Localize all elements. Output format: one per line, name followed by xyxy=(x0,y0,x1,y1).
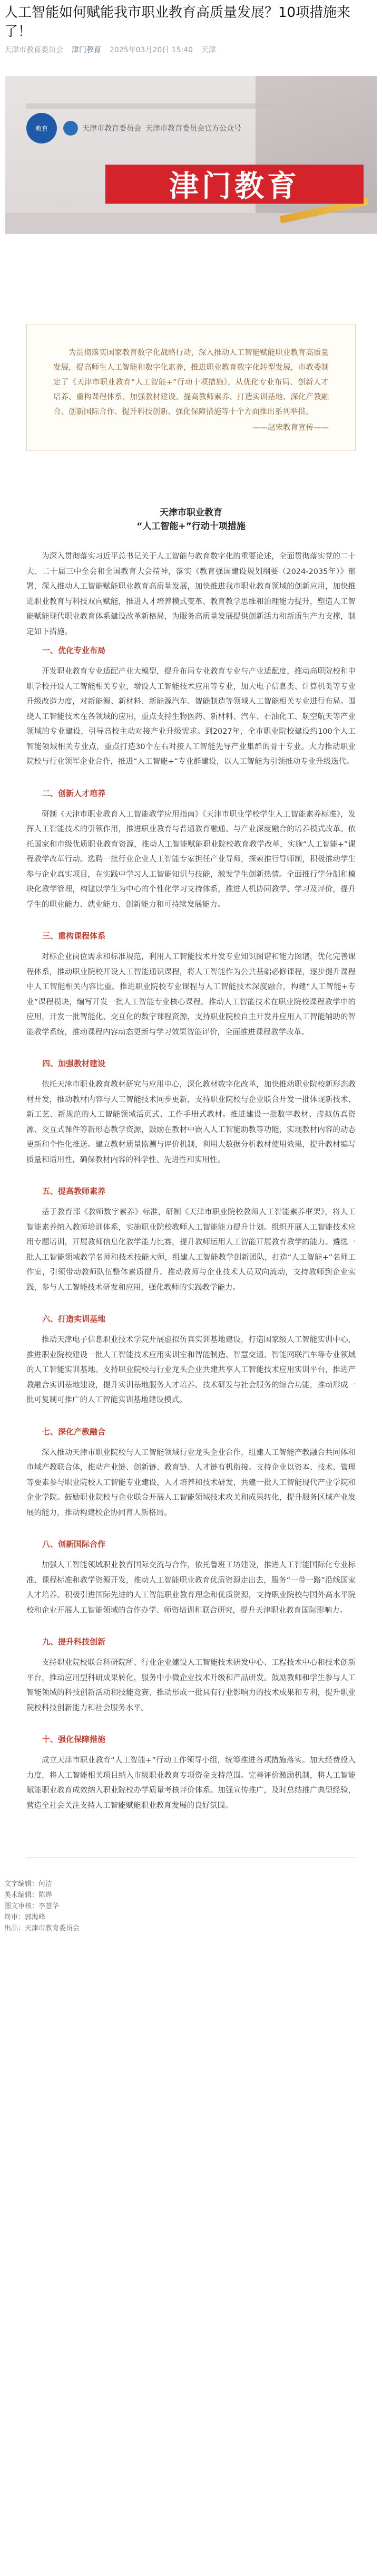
intro-paragraph: 为贯彻落实国家教育数字化战略行动，深入推动人工智能赋能职业教育高质量发展，提高师生人工智能和数字化素养，推进职业教育数字化转型发展，市教委制定了《天津市职业教育“人工智能+”行动十项措施》，从优化专业布局、创新人才培养、重构课程体系、加强教材建设、提高教师素养、打造实训基地、深化产教融合、创新国际合作、提升科技创新、强化保障措施等十个方面推出系列举措。 xyxy=(53,349,329,416)
section-title: 四、加强教材建设 xyxy=(42,1059,106,1068)
commission-logo-icon xyxy=(63,121,78,136)
article-title: 人工智能如何赋能我市职业教育高质量发展？10项措施来了！ xyxy=(4,5,351,40)
section-title: 十、强化保障措施 xyxy=(42,1735,106,1744)
article-header xyxy=(0,0,382,60)
section-text: 深入推动天津市职业院校与人工智能领域行业龙头企业合作，组建人工智能产教融合共同体和市域产教联合体，推动产业链、创新链、教育链、人才链有机衔接。支持企业以资本、技术、管理等要素参与职业院校人工智能专业建设、人才培养和技术研发，共建一批人工智能现代产业学院和企业学院。鼓励职业院校与企业联合开展人工智能领域技术攻关和成果转化，提升服务区域产业发展的能力，推动构建校企协同育人新格局。 xyxy=(26,1448,356,1517)
education-logo-icon: 教育 xyxy=(26,113,57,143)
preface-paragraph: 为深入贯彻落实习近平总书记关于人工智能与教育数字化的重要论述，全面贯彻落实党的二十大、二十届三中全会和全国教育大会精神，落实《教育强国建设规划纲要（2024-2035年）》部署，深入推动人工智能赋能职业教育高质量发展，加快推进我市职业教育领域的创新应用，加快推进职业教育与科技双向赋能，推进人才培养模式变革、教育教学思维和治理能力提升，塑造人工智能赋能现代职业教育体系建设改革新格局，为服务高质量发展提供创新活力和新质生产力支撑，制定如下措施。 xyxy=(26,552,356,636)
banner-image xyxy=(5,76,377,234)
banner-brand: 津门教育 xyxy=(105,165,364,204)
section-title: 九、提升科技创新 xyxy=(42,1637,106,1646)
article-footer xyxy=(4,1879,378,1934)
footer-final-review: 终审：郭海峰 xyxy=(4,1913,46,1921)
section-title: 七、深化产教融合 xyxy=(42,1426,106,1437)
section-text: 开发职业教育专业适配产业大模型，提升布局专业教育专业与产业适配度，推动高职院校和中职学校开设人工智能相关专业，增设人工智能技术应用等专业，加大电子信息类、计算机类等专业升级改造力度，对新能源、新材料、新能源汽车、智能制造等领域人工智能相关专业进行布局。围绕人工智能技术在各领域的应用，重点支持生物医药、新材料、汽车、石油化工、航空航天等产业领域的专业建设，引导高校主动对接产业升级需求。到2027年，全市职业院校建设约100个人工智能领域相关专业点，重点打造30个左右对接人工智能先导产业集群的骨干专业。大力推动职业院校与行业领军企业合作，推进“人工智能+”专业群建设，以人工智能为引领推动专业升级迭代。 xyxy=(26,667,356,766)
footer-producer: 出品：天津市教育委员会 xyxy=(4,1924,80,1932)
article-meta xyxy=(4,44,378,55)
section-text: 成立天津市职业教育“人工智能+”行动工作领导小组，统筹推进各项措施落实。加大经费投入力度，将人工智能相关项目纳入市级职业教育专项资金支持范围。完善评价激励机制，将人工智能赋能职业教育成效纳入职业院校办学质量考核评价体系。加强宣传推广，及时总结推广典型经验，营造全社会关注支持人工智能赋能职业教育发展的良好氛围。 xyxy=(26,1756,356,1810)
section-title: 一、优化专业布局 xyxy=(42,646,106,655)
banner-deco xyxy=(5,213,377,234)
intro-box xyxy=(26,324,356,451)
intro-editor: ——赵宋教育宣传—— xyxy=(252,424,329,432)
section-title: 六、打造实训基地 xyxy=(42,1314,106,1324)
article-source[interactable]: 天津市教育委员会 xyxy=(4,46,63,54)
article-body xyxy=(26,549,356,1813)
banner-logo-row xyxy=(26,113,241,143)
article-channel[interactable]: 津门教育 xyxy=(72,46,101,54)
section-text: 加强人工智能领域职业教育国际交流与合作，依托鲁班工坊建设，推进人工智能国际化专业标准、课程标准和教学资源开发，推动人工智能职业教育优质资源走出去，服务“一带一路”沿线国家人才培养。积极引进国际先进的人工智能职业教育理念和优质资源，支持职业院校与国外高水平院校和企业开展人工智能领域的合作办学、师资培训和联合研究，提升天津职业教育国际影响力。 xyxy=(26,1561,356,1615)
section-text: 对标企业岗位需求和标准规范，利用人工智能技术开发专业知识图谱和能力图谱，优化完善课程体系，推动职业院校开设人工智能通识课程，将人工智能作为公共基础必修课程，逐步提升课程中人工智能相关内容比重。推进职业院校专业课程与人工智能技术深度融合，构建“人工智能+专业”课程模块，编写开发一批人工智能专业核心课程。推动人工智能技术在职业院校课程教学中的应用，开发一批智能化、交互化的数字课程资源，支持职业院校自主开发并应用人工智能辅助的智能教学系统，推动课程内容动态更新与学习效果智能评价，全面推进课程教学改革。 xyxy=(26,953,356,1037)
banner-sub-logo-1: 天津市教育委员会 xyxy=(82,125,141,133)
section-text: 依托天津市职业教育教材研究与应用中心，深化教材数字化改革，加快推动职业院校新形态教材开发，推动教材内容与人工智能技术同步更新，支持职业院校与企业联合开发一批体现新技术、新工艺、新规范的人工智能领域活页式、工作手册式教材。推进建设一批数字教材、虚拟仿真资源、交互式课件等新形态教学资源，鼓励在教材中嵌入人工智能助教等功能，实现教材内容的动态更新和个性化推送。建立教材质量监测与评价机制，利用大数据分析教材使用效果，提升教材编写质量和适用性，确保教材内容的科学性、先进性和实用性。 xyxy=(26,1080,356,1164)
doc-subheading: “人工智能+”行动十项措施 xyxy=(136,521,246,532)
body-end-divider xyxy=(26,1826,356,1857)
footer-reviewer: 图文审核：李慧华 xyxy=(4,1902,60,1910)
article-location: 天津 xyxy=(201,46,217,54)
section-text: 基于教育部《教师数字素养》标准，研制《天津市职业院校教师人工智能素养框架》，将人工智能素养纳入教师培训体系，实施职业院校教师人工智能能力提升计划。组织开展人工智能技术应用专题培训，开展教师信息化教学能力比赛，提升教师运用人工智能开展教育教学的能力。遴选一批人工智能领域教学名师和技术技能大师，组建人工智能教学创新团队，打造“人工智能+”名师工作室，引领带动教师队伍整体素质提升。推动教师与企业技术人员双向流动，支持教师到企业实践，参与人工智能技术研发和应用，强化教师的实践教学能力。 xyxy=(26,1208,356,1292)
footer-art-editor: 美术编辑：陈烨 xyxy=(4,1891,53,1899)
footer-text-editor: 文字编辑：何洁 xyxy=(4,1880,53,1888)
banner-sub-logo-2: 天津市教育委员会官方公众号 xyxy=(145,125,241,133)
section-title: 五、提高教师素养 xyxy=(42,1186,106,1196)
section-text: 支持职业院校联合科研院所、行业企业建设人工智能技术研发中心、工程技术中心和技术创新平台，推动应用型科研成果转化，服务中小微企业技术升级和产品研发。鼓励教师和学生参与人工智能领域的科技创新活动和技能竞赛，推动形成一批具有行业影响力的技术成果和专利，提升职业院校科技创新能力和社会服务水平。 xyxy=(26,1659,356,1712)
section-text: 研制《天津市职业教育人工智能教学应用指南》《天津市职业学校学生人工智能素养标准》，发挥人工智能技术的引领作用，推进职业教育与普通教育融通、与产业深度融合的培养模式改革。依托国家和市级优质职业教育资源，推动人工智能赋能职业院校教育教学改革，实施“人工智能+”课程教学改革行动。选聘一批行业企业人工智能专家担任产业导师，探索推行导师制，积极推动学生参与企业真实项目，在实践中学习人工智能知识与技能，激发学生创新热情。全面推行学分制和模块化教学管理，构建以学生为中心的个性化学习支持体系，推进人机协同教学、学习及评价，提升学生的职业能力、就业能力、创新能力和可持续发展能力。 xyxy=(26,810,356,909)
banner-sub-logo xyxy=(63,121,241,136)
article-date: 2025年03月20日 15:40 xyxy=(110,46,193,54)
section-title: 二、创新人才培养 xyxy=(42,788,106,798)
banner-deco xyxy=(26,103,342,109)
doc-title-block xyxy=(21,488,361,533)
section-title: 八、创新国际合作 xyxy=(42,1539,106,1549)
section-text: 推动天津电子信息职业技术学院开展虚拟仿真实训基地建设，打造国家级人工智能实训中心，推进职业院校建设一批人工智能技术应用实训室和智能制造、智慧交通、智能网联汽车等专业领域的人工智能实训基地。支持职业院校与行业龙头企业共建共享人工智能技术应用实训平台，推进产教融合实训基地建设，提升实训基地服务人才培养、技术研发与社会服务的综合功能，推动形成一批可复制可推广的人工智能实训基地建设模式。 xyxy=(26,1336,356,1404)
doc-heading: 天津市职业教育 xyxy=(160,507,222,518)
section-title: 三、重构课程体系 xyxy=(42,931,106,941)
